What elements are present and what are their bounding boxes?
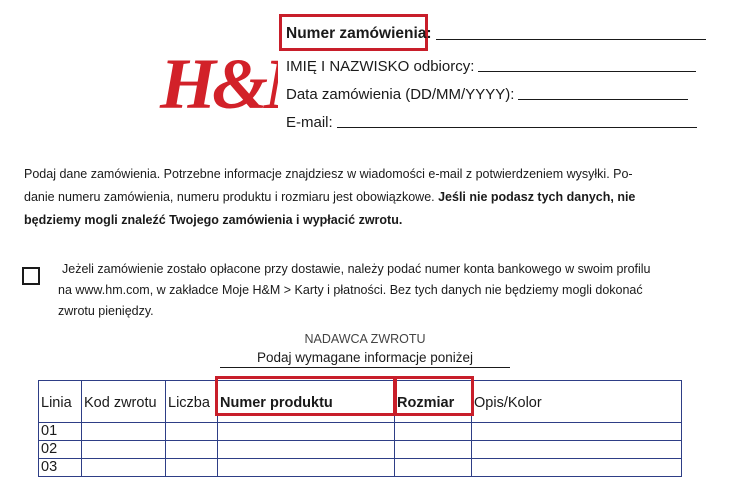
col-header-size: Rozmiar: [395, 381, 472, 423]
row-number: 03: [39, 459, 82, 477]
cod-notice-line-2: na www.hm.com, w zakładce Moje H&M > Karty i płatności. Bez tych danych nie będziemy mogli dokonać: [58, 283, 643, 297]
table-row: [39, 459, 682, 477]
cod-notice-line-3: zwrotu pieniędzy.: [58, 304, 154, 318]
return-code-cell[interactable]: [82, 423, 166, 441]
description-cell[interactable]: [472, 459, 682, 477]
product-number-cell[interactable]: [218, 441, 395, 459]
email-field[interactable]: [286, 114, 697, 131]
name-line[interactable]: [478, 71, 696, 72]
sender-subtitle: Podaj wymagane informacje poniżej: [220, 350, 510, 368]
name-field[interactable]: [286, 58, 696, 75]
logo-text: H&: [160, 44, 265, 120]
table-row: [39, 423, 682, 441]
order-date-label: Data zamówienia (DD/MM/YYYY):: [286, 86, 515, 103]
order-number-line[interactable]: [436, 39, 706, 40]
return-code-cell[interactable]: [82, 441, 166, 459]
product-number-highlight: [215, 376, 396, 416]
sender-title: NADAWCA ZWROTU: [304, 332, 426, 346]
cod-notice: [58, 259, 708, 322]
email-label: E-mail:: [286, 114, 333, 131]
instructions-line-1: Podaj dane zamówienia. Potrzebne informacje znajdziesz w wiadomości e-mail z potwierdzeniem wysyłki. Po-: [24, 167, 633, 181]
instructions-line-2-bold: Jeśli nie podasz tych danych, nie: [438, 190, 636, 204]
order-date-field[interactable]: [286, 86, 688, 103]
hm-logo: [158, 38, 278, 120]
size-cell[interactable]: [395, 423, 472, 441]
table-row: [39, 441, 682, 459]
email-line[interactable]: [337, 127, 697, 128]
quantity-cell[interactable]: [166, 441, 218, 459]
size-highlight: [394, 376, 474, 416]
instructions-line-2-normal: danie numeru zamówienia, numeru produktu i rozmiaru jest obowiązkowe.: [24, 190, 439, 204]
cod-notice-line-1: Jeżeli zamówienie zostało opłacone przy dostawie, należy podać numer konta bankowego w swoim profilu: [62, 262, 651, 276]
col-header-return-code: Kod zwrotu: [82, 381, 166, 423]
quantity-cell[interactable]: [166, 459, 218, 477]
description-cell[interactable]: [472, 423, 682, 441]
quantity-cell[interactable]: [166, 423, 218, 441]
col-header-line: Linia: [39, 381, 82, 423]
row-number: 01: [39, 423, 82, 441]
description-cell[interactable]: [472, 441, 682, 459]
size-cell[interactable]: [395, 441, 472, 459]
order-number-label: Numer zamówienia:: [286, 25, 432, 42]
col-header-quantity: Liczba: [166, 381, 218, 423]
row-number: 02: [39, 441, 82, 459]
return-code-cell[interactable]: [82, 459, 166, 477]
name-label: IMIĘ I NAZWISKO odbiorcy:: [286, 58, 475, 75]
col-header-product-number: Numer produktu: [218, 381, 395, 423]
col-header-description-color: Opis/Kolor: [472, 381, 682, 423]
instructions-paragraph: [24, 163, 704, 232]
instructions-line-3: będziemy mogli znaleźć Twojego zamówienia i wypłacić zwrotu.: [24, 213, 403, 227]
order-date-line[interactable]: [518, 99, 688, 100]
product-number-cell[interactable]: [218, 423, 395, 441]
product-number-cell[interactable]: [218, 459, 395, 477]
size-cell[interactable]: [395, 459, 472, 477]
order-number-field[interactable]: [286, 25, 706, 43]
cod-checkbox[interactable]: [22, 267, 40, 285]
instructions-line-2: [24, 186, 704, 209]
